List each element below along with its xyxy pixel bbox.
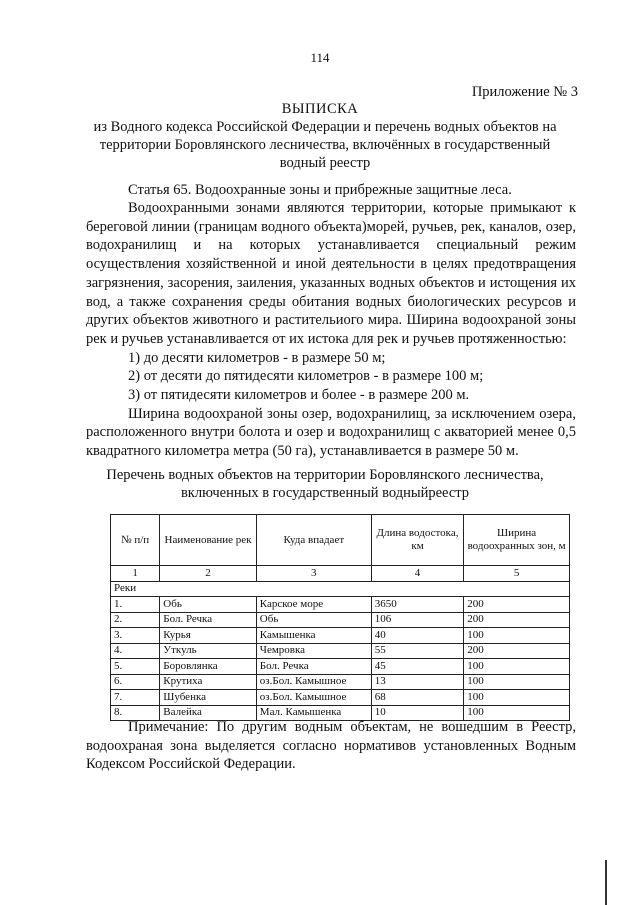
water-objects-table — [110, 514, 570, 721]
table-cell: 200 — [464, 612, 570, 628]
article-paragraph: Водоохранными зонами являются территории, которые примыкают к береговой линии (границам водного объекта)морей, ручьев, рек, каналов, озер, водохранилищ и на которых устанавливается специальный режим осуществления хозяйственной и иной деятельности в целях предотвращения загрязнения, засорения, заиления, указанных водных объектов и истощения их вод, а также сохранения среды обитания водных биологических ресурсов и других объектов животного и растительиого мира. Ширина водоохраной зоны рек и ручьев устанавливается от их истока для рек и ручьев протяженностью: — [86, 200, 576, 347]
page-number: 114 — [310, 50, 330, 65]
article-title-text: Статья 65. Водоохранные зоны и прибрежные защитные леса. — [128, 182, 512, 198]
table-header-cell: Куда впадает — [256, 515, 371, 566]
article-title — [86, 181, 576, 200]
table-cell: Боровлянка — [160, 659, 257, 675]
table-cell: 200 — [464, 597, 570, 613]
table-cell: 10 — [371, 705, 463, 721]
appendix-label: Приложение № 3 — [471, 84, 578, 100]
table-cell: 6. — [111, 674, 160, 690]
table-header-cell: Наименование рек — [160, 515, 257, 566]
column-number: 1 — [111, 566, 160, 582]
list-item: 3) от пятидесяти километров и более - в размере 200 м. — [128, 387, 470, 404]
table-cell: Курья — [160, 628, 257, 644]
table-row — [111, 659, 570, 675]
table-cell: 68 — [371, 690, 463, 706]
table-cell: 100 — [464, 659, 570, 675]
table-cell: оз.Бол. Камышное — [256, 690, 371, 706]
table-cell: 100 — [464, 690, 570, 706]
table-row — [111, 628, 570, 644]
column-number: 2 — [160, 566, 257, 582]
section-label: Реки — [111, 581, 570, 597]
table-cell: Камышенка — [256, 628, 371, 644]
table-cell: 100 — [464, 674, 570, 690]
table-cell: Уткуль — [160, 643, 257, 659]
article-paragraph-2: Ширина водоохраной зоны озер, водохранилищ, за исключением озера, расположенного внутри болота и озер и водохранилищ с акваторией менее 0,5 квадратного километра метра (50 га), устанавливается в размере 50 м. — [86, 405, 576, 460]
table-cell: 13 — [371, 674, 463, 690]
table-caption: Перечень водных объектов на территории Боровлянского лесничества, включенных в государственный водныйреестр — [106, 467, 544, 501]
note — [86, 718, 576, 774]
table-cell: Валейка — [160, 705, 257, 721]
list-item: 2) от десяти до пятидесяти километров - в размере 100 м; — [128, 368, 484, 385]
column-number: 4 — [371, 566, 463, 582]
table-row — [111, 597, 570, 613]
table-header-cell: Ширина водоохранных зон, м — [464, 515, 570, 566]
table-cell: 200 — [464, 643, 570, 659]
article-body — [86, 199, 576, 461]
table-cell: 7. — [111, 690, 160, 706]
note-text: Примечание: По другим водным объектам, не вошедшим в Реестр, водоохраная зона выделяется согласно нормативов установленных Водным Кодексом Российской Федерации. — [86, 719, 576, 773]
scan-edge-line — [605, 860, 607, 905]
table-cell: 8. — [111, 705, 160, 721]
table-row — [111, 690, 570, 706]
table-cell: 40 — [371, 628, 463, 644]
table-header-cell: № п/п — [111, 515, 160, 566]
list-item: 1) до десяти километров - в размере 50 м; — [128, 349, 386, 366]
table-cell: оз.Бол. Камышное — [256, 674, 371, 690]
table-cell: Карское море — [256, 597, 371, 613]
table-row — [111, 674, 570, 690]
table-header-cell: Длина водостока, км — [371, 515, 463, 566]
table-cell: Бол. Речка — [256, 659, 371, 675]
document-title: ВЫПИСКА — [281, 101, 359, 117]
table-cell: 4. — [111, 643, 160, 659]
table-cell: 1. — [111, 597, 160, 613]
table-cell: Шубенка — [160, 690, 257, 706]
table-cell: 5. — [111, 659, 160, 675]
table-row — [111, 612, 570, 628]
table-cell: 2. — [111, 612, 160, 628]
table-row — [111, 643, 570, 659]
column-number: 3 — [256, 566, 371, 582]
table-cell: 100 — [464, 705, 570, 721]
table-cell: Крутиха — [160, 674, 257, 690]
document-subtitle: из Водного кодекса Российской Федерации и перечень водных объектов на территории Боровлянского лесничества, включённых в государственный водный реестр — [93, 119, 557, 171]
table-cell: Обь — [160, 597, 257, 613]
table-cell: Бол. Речка — [160, 612, 257, 628]
table-cell: 3. — [111, 628, 160, 644]
table-cell: Мал. Камышенка — [256, 705, 371, 721]
table-cell: 100 — [464, 628, 570, 644]
table-cell: 45 — [371, 659, 463, 675]
column-number: 5 — [464, 566, 570, 582]
table-cell: 106 — [371, 612, 463, 628]
table-cell: Обь — [256, 612, 371, 628]
table-cell: 3650 — [371, 597, 463, 613]
table-cell: 55 — [371, 643, 463, 659]
table-cell: Чемровка — [256, 643, 371, 659]
